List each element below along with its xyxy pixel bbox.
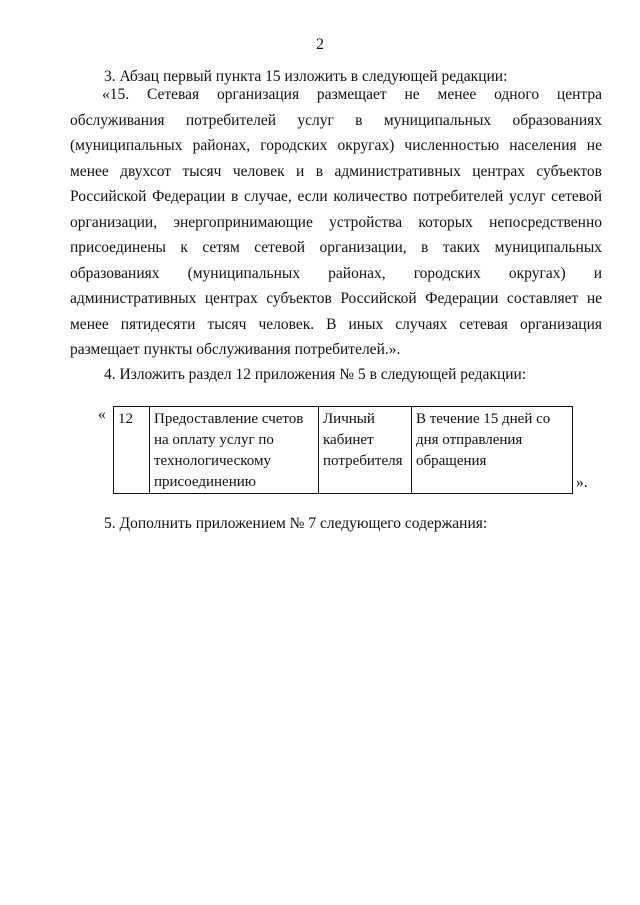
deadline-line: В течение 15 дней со: [416, 411, 551, 427]
item-5-intro: 5. Дополнить приложением № 7 следующего содержания:: [104, 515, 488, 532]
service-name-line: Предоставление счетов: [154, 411, 304, 427]
channel-line: кабинет: [323, 432, 374, 448]
service-name-line: присоединению: [154, 474, 256, 490]
row-number: 12: [118, 411, 133, 427]
table-close-quote: ».: [576, 474, 588, 491]
deadline-cell: [412, 407, 573, 494]
deadline-line: обращения: [416, 453, 487, 469]
table-open-quote: «: [98, 406, 106, 423]
item-3-quoted-paragraph: «15. Сетевая организация размещает не менее одного центра обслуживания потребителей услуг в муниципальных образованиях (муниципальных районах, городских округах) численностью населения не менее двухсот тысяч человек и в административных центрах субъектов Российской Федерации в случае, если количество потребителей услуг сетевой организации, энергопринимающие устройства которых непосредственно присоединены к сетям сетевой организации, в таких муниципальных образованиях (муниципальных районах, городских округах) и административных центрах субъектов Российской Федерации составляет не менее пятидесяти тысяч человек. В иных случаях сетевая организация размещает пункты обслуживания потребителей.».: [70, 86, 602, 358]
service-name-cell: [150, 407, 319, 494]
page-number: 2: [316, 36, 324, 53]
table-row: [114, 407, 573, 494]
channel-line: Личный: [323, 411, 375, 427]
service-name-line: технологическому: [154, 453, 271, 469]
deadline-line: дня отправления: [416, 432, 523, 448]
section-12-table: [113, 406, 573, 494]
channel-line: потребителя: [323, 453, 403, 469]
item-3-intro: 3. Абзац первый пункта 15 изложить в следующей редакции:: [104, 68, 508, 85]
row-number-cell: [114, 407, 150, 494]
channel-cell: [319, 407, 412, 494]
service-name-line: на оплату услуг по: [154, 432, 274, 448]
item-4-intro: 4. Изложить раздел 12 приложения № 5 в следующей редакции:: [104, 366, 527, 383]
